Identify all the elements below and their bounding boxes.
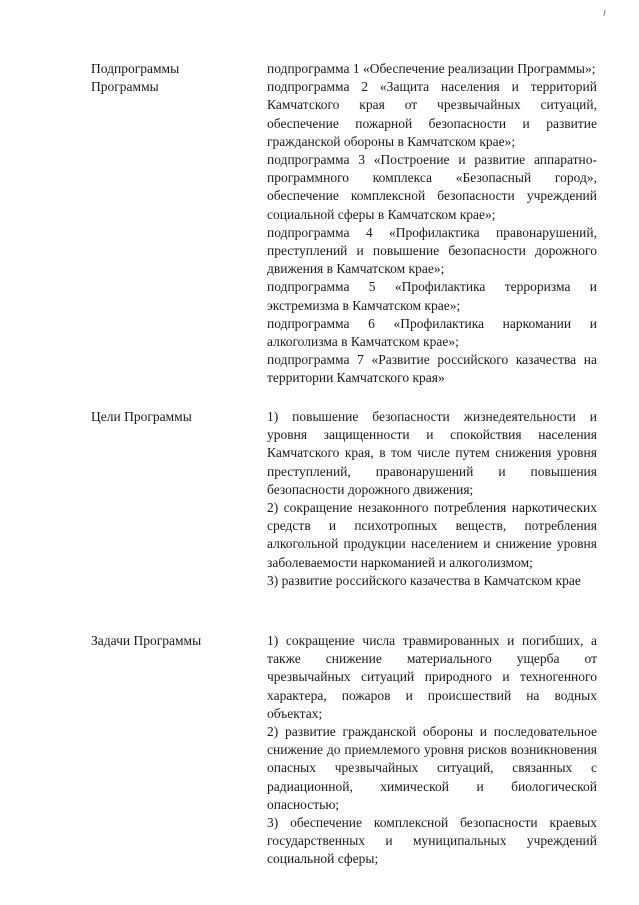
list-item: 1) сокращение числа травмированных и погибших, а также снижение материального ущерба от чрезвычайных ситуаций природного и техногенного характера, пожаров и происшествий на водных объектах; xyxy=(267,633,597,721)
section-content xyxy=(267,408,597,590)
list-item: 3) развитие российского казачества в Камчатском крае xyxy=(267,572,581,588)
list-item: подпрограмма 3 «Построение и развитие аппаратно-программного комплекса «Безопасный город», обеспечение комплексной безопасности учреждений социальной сферы в Камчатском крае»; xyxy=(267,152,597,222)
scan-mark xyxy=(603,10,605,16)
section-label: Подпрограммы Программы xyxy=(91,61,180,94)
list-item: подпрограмма 1 «Обеспечение реализации Программы»; xyxy=(267,61,596,76)
list-item: 2) развитие гражданской обороны и последовательное снижение до приемлемого уровня рисков возникновения опасных чрезвычайных ситуаций, связанных с радиационной, химической и биологической опасностью; xyxy=(267,724,597,812)
list-item: подпрограмма 6 «Профилактика наркомании и алкоголизма в Камчатском крае»; xyxy=(267,315,597,350)
section-content xyxy=(267,632,597,869)
list-item: подпрограмма 2 «Защита населения и территорий Камчатского края от чрезвычайных ситуаций, обеспечение пожарной безопасности и развитие гражданской обороны в Камчатском крае»; xyxy=(267,79,597,149)
section-tasks xyxy=(91,632,611,892)
list-item: подпрограмма 5 «Профилактика терроризма и экстремизма в Камчатском крае»; xyxy=(267,279,597,313)
section-content xyxy=(267,60,597,388)
section-label: Цели Программы xyxy=(91,409,192,424)
list-item: подпрограмма 7 «Развитие российского казачества на территории Камчатского края» xyxy=(267,352,597,386)
list-item: 2) сокращение незаконного потребления наркотических средств и психотропных веществ, потребления алкогольной продукции населением и снижение уровня заболеваемости наркоманией и алкоголизмом; xyxy=(267,500,597,570)
list-item: 1) повышение безопасности жизнедеятельности и уровня защищенности и спокойствия населения Камчатского края, в том числе путем снижения уровня преступлений, правонарушений и повышения безопасности дорожного движения; xyxy=(267,409,597,497)
section-subprograms xyxy=(91,60,611,400)
list-item: 3) обеспечение комплексной безопасности краевых государственных и муниципальных учреждений социальной сферы; xyxy=(267,815,597,867)
section-label: Задачи Программы xyxy=(91,633,202,648)
list-item: подпрограмма 4 «Профилактика правонарушений, преступлений и повышение безопасности дорожного движения в Камчатском крае»; xyxy=(267,224,597,277)
section-goals xyxy=(91,408,611,618)
